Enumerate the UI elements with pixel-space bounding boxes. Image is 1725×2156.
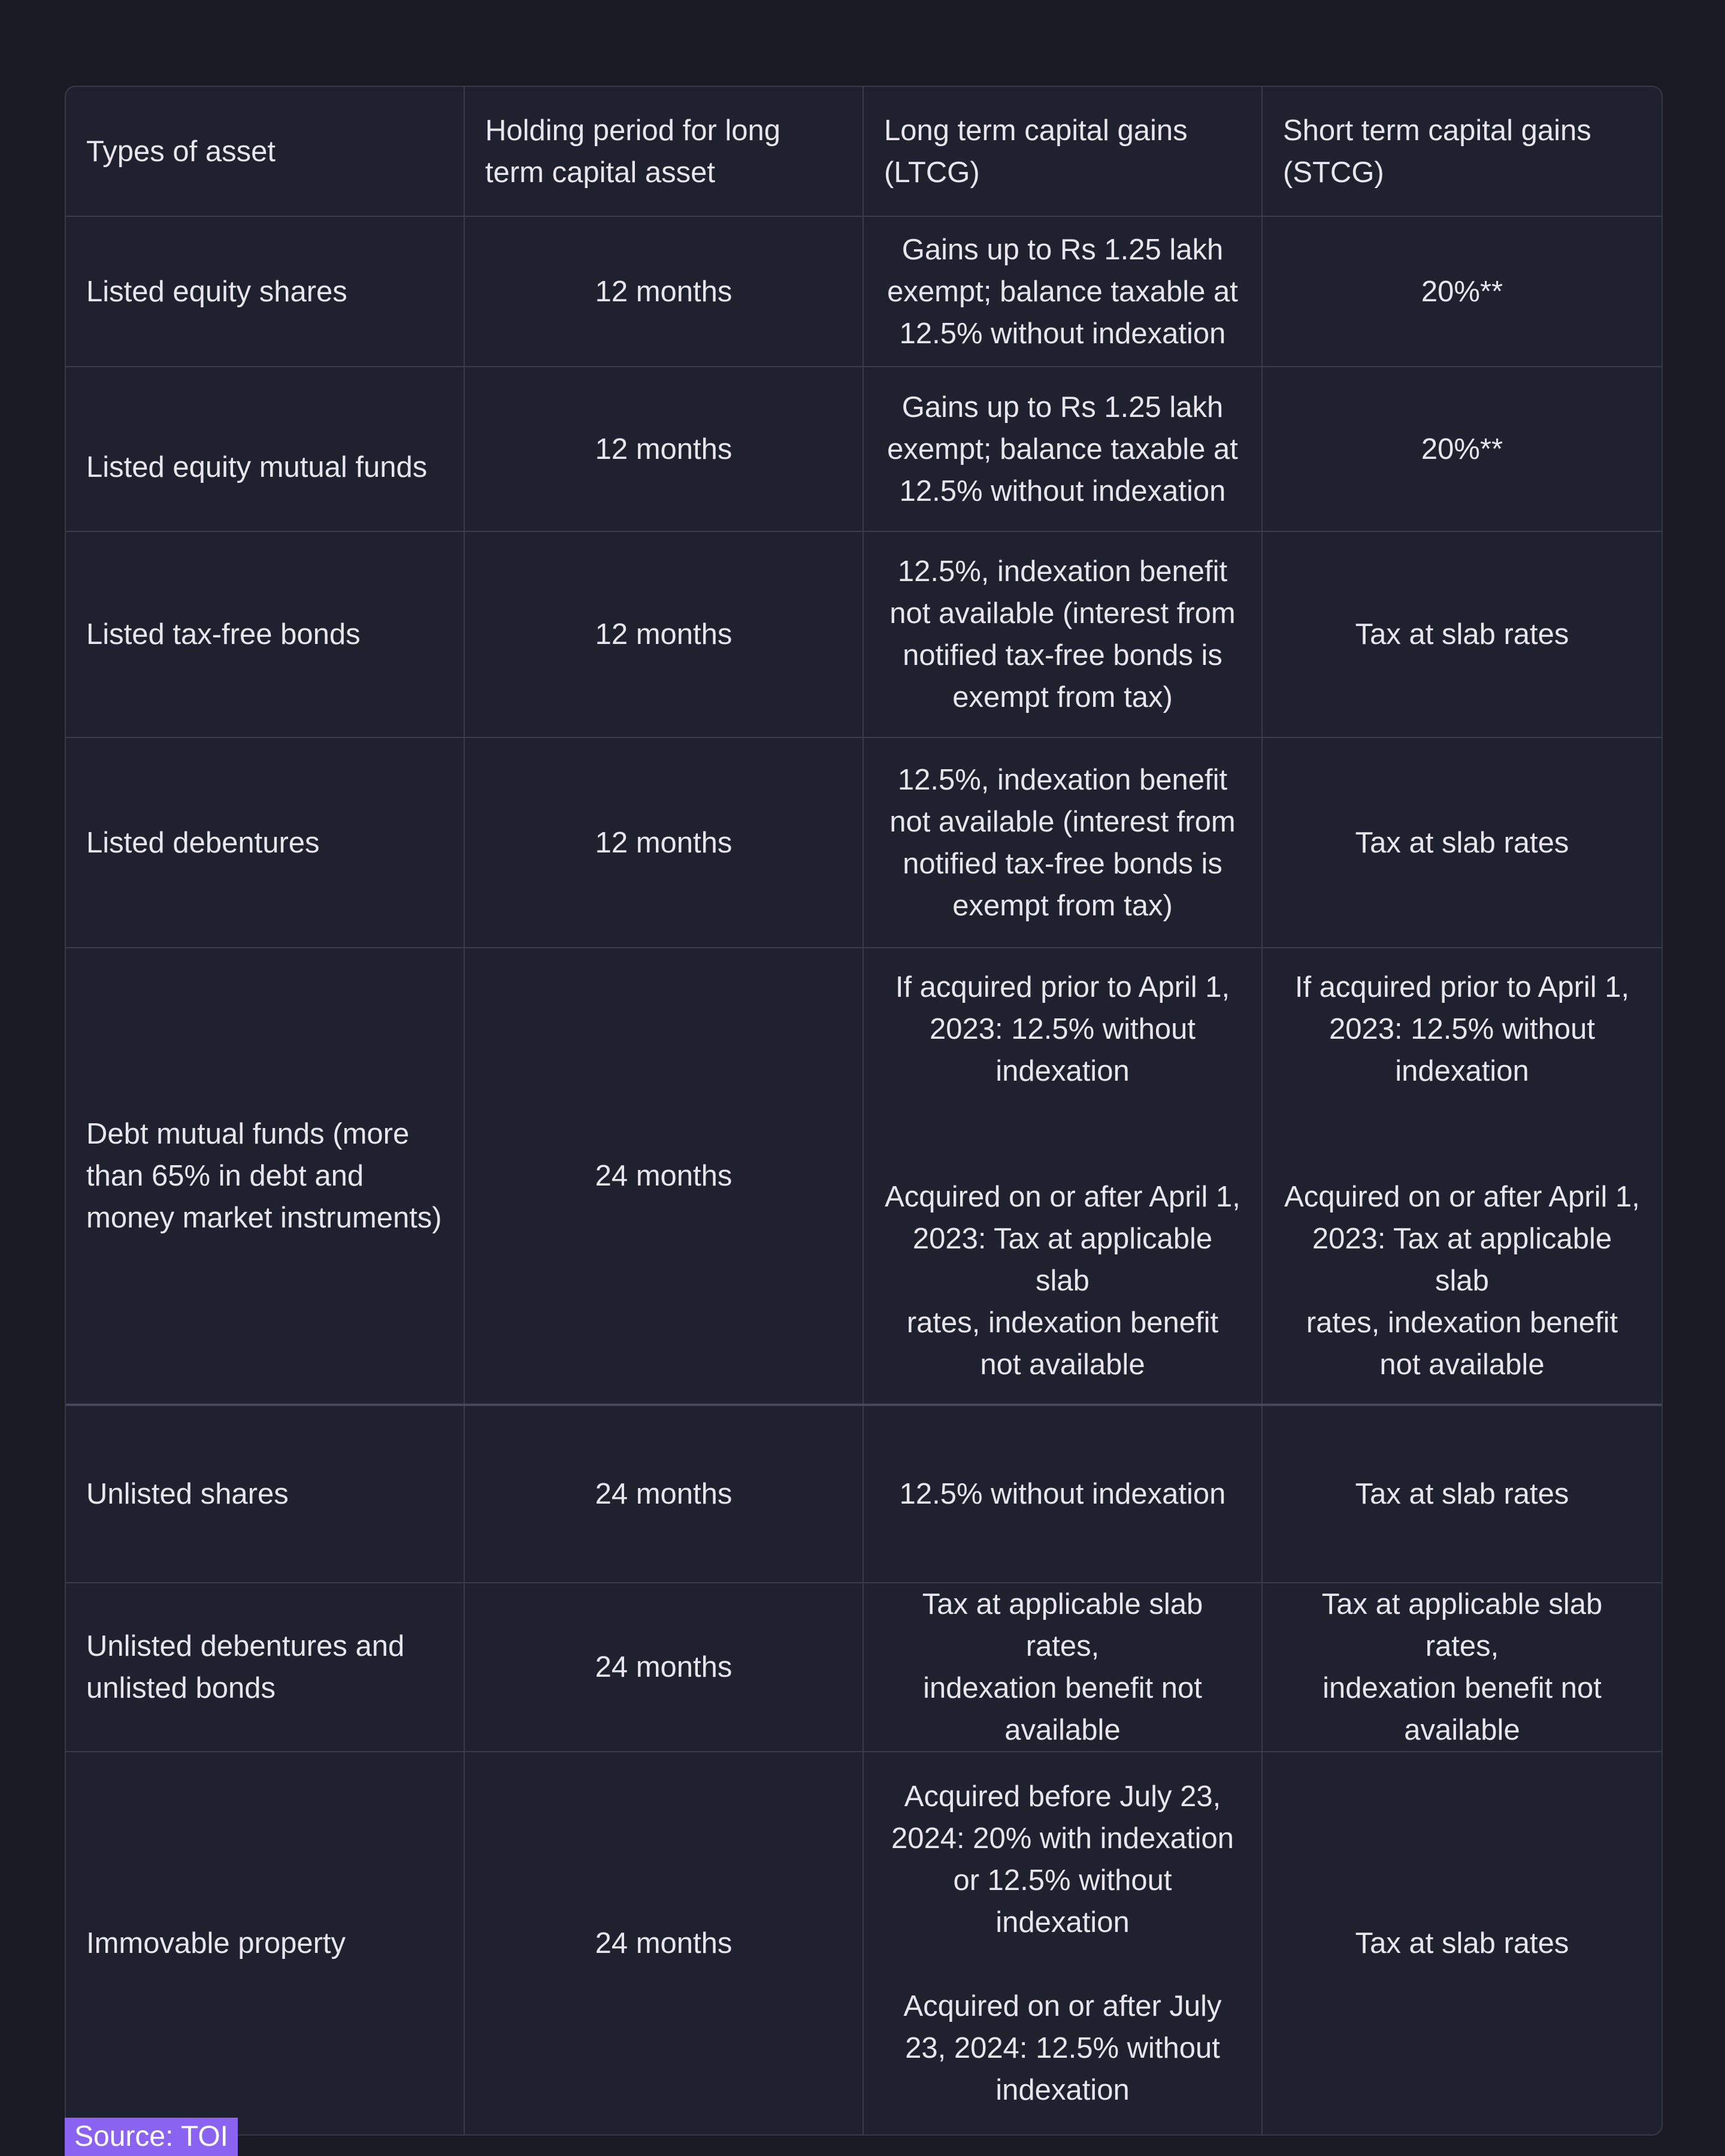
header-stcg: Short term capital gains (STCG) bbox=[1262, 87, 1662, 216]
capital-gains-table-container bbox=[65, 86, 1663, 2136]
ltcg-cell: Gains up to Rs 1.25 lakh exempt; balance taxable at 12.5% without indexation bbox=[863, 367, 1262, 531]
table-row bbox=[66, 737, 1662, 948]
stcg-cell: 20%** bbox=[1262, 216, 1662, 367]
stcg-cell bbox=[1262, 948, 1662, 1405]
holding-cell: 24 months bbox=[464, 1405, 863, 1583]
table-row bbox=[66, 1583, 1662, 1752]
asset-cell: Unlisted shares bbox=[66, 1405, 464, 1583]
holding-cell: 24 months bbox=[464, 948, 863, 1405]
holding-cell: 12 months bbox=[464, 531, 863, 737]
table-row bbox=[66, 948, 1662, 1405]
ltcg-before-text: If acquired prior to April 1, 2023: 12.5% without indexation bbox=[895, 971, 1230, 1087]
table-row bbox=[66, 367, 1662, 531]
asset-cell: Immovable property bbox=[66, 1752, 464, 2134]
ltcg-after-text: Acquired on or after April 1, 2023: Tax at applicable slab rates, indexation benefit not available bbox=[885, 1181, 1240, 1381]
asset-cell: Listed equity shares bbox=[66, 216, 464, 367]
holding-cell: 12 months bbox=[464, 367, 863, 531]
ltcg-before-text: Acquired before July 23, 2024: 20% with indexation or 12.5% without indexation bbox=[891, 1780, 1234, 1939]
table-row bbox=[66, 1752, 1662, 2134]
asset-cell: Unlisted debentures and unlisted bonds bbox=[66, 1583, 464, 1752]
table-row bbox=[66, 531, 1662, 737]
stcg-cell: Tax at slab rates bbox=[1262, 1405, 1662, 1583]
stcg-cell: Tax at slab rates bbox=[1262, 531, 1662, 737]
stcg-cell: Tax at applicable slab rates, indexation benefit not available bbox=[1262, 1583, 1662, 1752]
stcg-cell: 20%** bbox=[1262, 367, 1662, 531]
holding-cell: 12 months bbox=[464, 216, 863, 367]
ltcg-cell: Tax at applicable slab rates, indexation benefit not available bbox=[863, 1583, 1262, 1752]
table-row bbox=[66, 216, 1662, 367]
table-header-row bbox=[66, 87, 1662, 216]
asset-cell: Debt mutual funds (more than 65% in debt and money market instruments) bbox=[66, 948, 464, 1405]
asset-cell: Listed debentures bbox=[66, 737, 464, 948]
source-label: Source: TOI bbox=[65, 2118, 238, 2156]
ltcg-cell bbox=[863, 1752, 1262, 2134]
stcg-cell: Tax at slab rates bbox=[1262, 1752, 1662, 2134]
stcg-after-text: Acquired on or after April 1, 2023: Tax at applicable slab rates, indexation benefit not available bbox=[1284, 1181, 1640, 1381]
holding-cell: 24 months bbox=[464, 1752, 863, 2134]
capital-gains-table bbox=[66, 87, 1662, 2134]
ltcg-after-text: Acquired on or after July 23, 2024: 12.5% without indexation bbox=[903, 1990, 1222, 2106]
asset-cell: Listed tax-free bonds bbox=[66, 531, 464, 737]
holding-cell: 12 months bbox=[464, 737, 863, 948]
ltcg-cell: 12.5% without indexation bbox=[863, 1405, 1262, 1583]
ltcg-cell bbox=[863, 948, 1262, 1405]
holding-cell: 24 months bbox=[464, 1583, 863, 1752]
asset-cell: Listed equity mutual funds bbox=[66, 367, 464, 531]
ltcg-cell: 12.5%, indexation benefit not available (interest from notified tax-free bonds is exempt from tax) bbox=[863, 531, 1262, 737]
ltcg-cell: 12.5%, indexation benefit not available (interest from notified tax-free bonds is exempt from tax) bbox=[863, 737, 1262, 948]
header-types-of-asset: Types of asset bbox=[66, 87, 464, 216]
stcg-before-text: If acquired prior to April 1, 2023: 12.5% without indexation bbox=[1294, 971, 1630, 1087]
ltcg-cell: Gains up to Rs 1.25 lakh exempt; balance taxable at 12.5% without indexation bbox=[863, 216, 1262, 367]
stcg-cell: Tax at slab rates bbox=[1262, 737, 1662, 948]
header-holding-period: Holding period for long term capital asset bbox=[464, 87, 863, 216]
header-ltcg: Long term capital gains (LTCG) bbox=[863, 87, 1262, 216]
table-row bbox=[66, 1405, 1662, 1583]
